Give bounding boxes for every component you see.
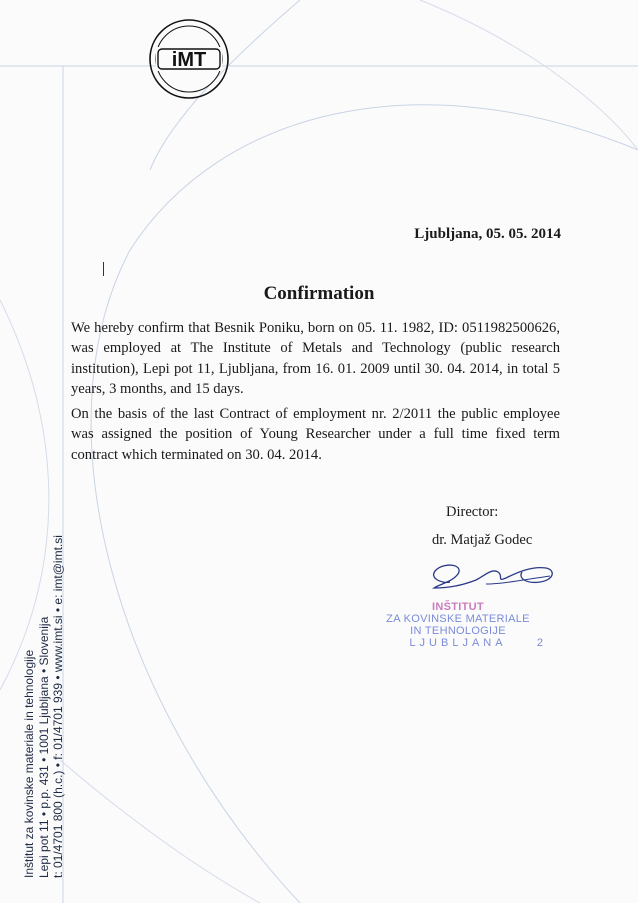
sidebar-postal-address: Lepi pot 11 • p.p. 431 • 1001 Ljubljana • Slovenija	[36, 616, 51, 878]
institution-stamp	[373, 601, 543, 649]
stamp-line-4: LJUBLJANA	[409, 637, 507, 649]
document-title: Confirmation	[263, 283, 375, 304]
date-line: Ljubljana, 05. 05. 2014	[414, 226, 561, 242]
stamp-line-3: IN TEHNOLOGIJE	[410, 625, 506, 637]
imt-logo	[148, 18, 230, 100]
director-name: dr. Matjaž Godec	[432, 532, 533, 548]
stamp-line-1: INŠTITUT	[432, 601, 484, 613]
stamp-line-2: ZA KOVINSKE MATERIALE	[386, 613, 530, 625]
handwritten-signature	[422, 554, 562, 594]
sidebar-contact: t: 01/4701 800 (h.c.) • f: 01/4701 939 • www.imt.si • e: imt@imt.si	[51, 535, 65, 878]
stamp-number: 2	[536, 637, 543, 649]
pen-mark	[102, 262, 105, 276]
decor-arc-right	[420, 0, 638, 150]
decor-arc-bottom	[60, 760, 260, 903]
director-label: Director:	[446, 504, 499, 520]
sidebar-institute-name: Inštitut za kovinske materiale in tehnologije	[22, 649, 36, 878]
sidebar-address	[22, 535, 66, 878]
logo-text: iMT	[171, 49, 207, 71]
paragraph-employment: We hereby confirm that Besnik Poniku, born on 05. 11. 1982, ID: 0511982500626, was employed at The Institute of Metals and Technology (public research institution), Lepi pot 11, Ljubljana, from 16. 01. 2009 until 30. 04. 2014, in total 5 years, 3 months, and 15 days.	[71, 320, 560, 398]
paragraph-contract: On the basis of the last Contract of employment nr. 2/2011 the public employee was assigned the position of Young Researcher under a full time fixed term contract which terminated on 30. 04. 2014.	[71, 406, 560, 463]
decor-arc-large	[91, 105, 638, 903]
